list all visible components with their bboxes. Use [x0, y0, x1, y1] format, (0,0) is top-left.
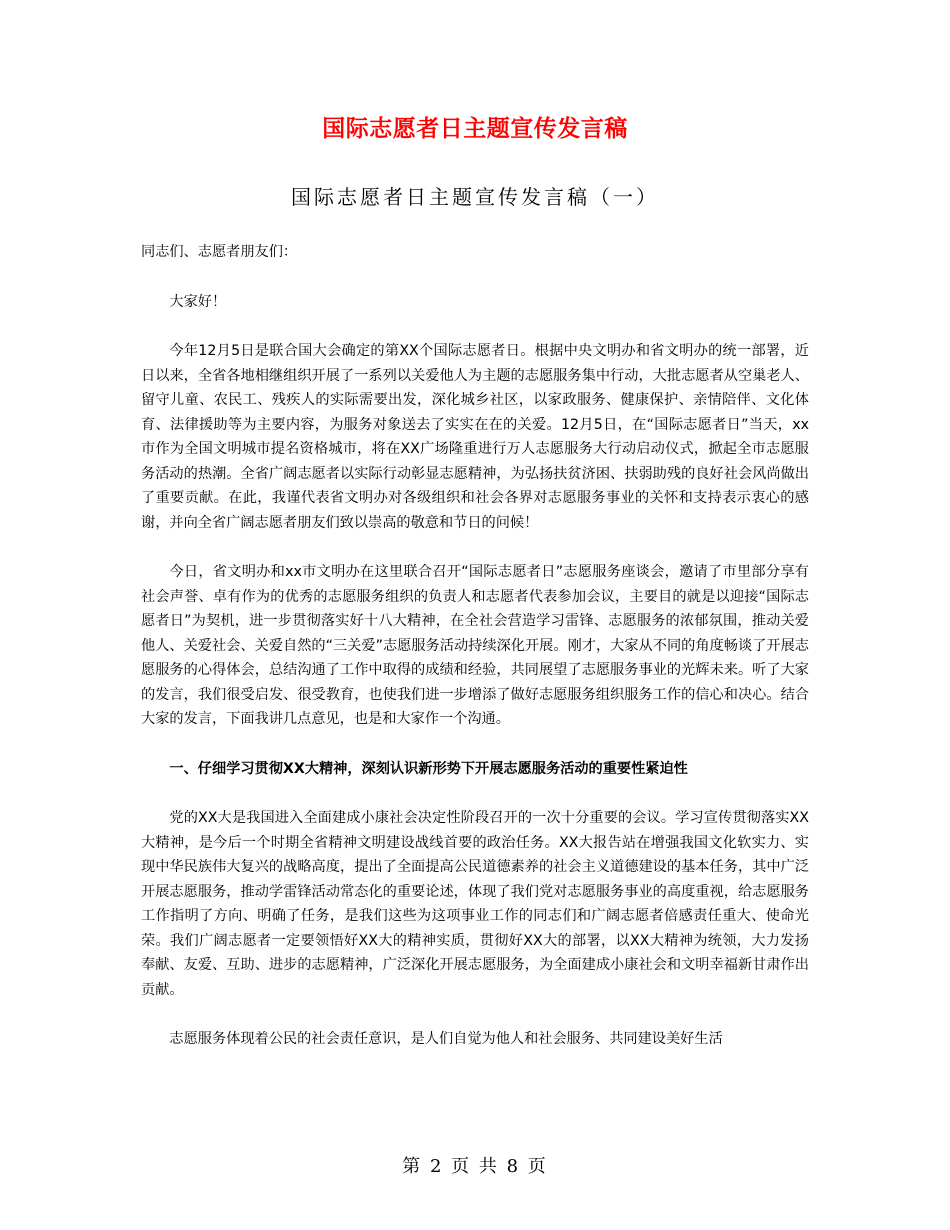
document-subtitle: 国际志愿者日主题宣传发言稿（一）	[291, 185, 659, 209]
salutation: 同志们、志愿者朋友们：	[141, 244, 298, 260]
section-heading: 一、仔细学习贯彻XX大精神，深刻认识新形势下开展志愿服务活动的重要性紧迫性	[169, 760, 688, 777]
page-number-footer: 第 2 页 共 8 页	[402, 1156, 548, 1177]
paragraph: 今年12月5日是联合国大会确定的第XX个国际志愿者日。根据中央文明办和省文明办的统一部署，近日以来，全省各地相继组织开展了一系列以关爱他人为主题的志愿服务集中行动，大批志愿者从空巢老人、留守儿童、农民工、残疾人的实际需要出发，深化城乡社区，以家政服务、健康保护、亲情陪伴、文化体育、法律援助等为主要内容，为服务对象送去了实实在在的关爱。12月5日，在“国际志愿者日”当天，xx市作为全国文明城市提名资格城市，将在XX广场隆重进行万人志愿服务大行动启动仪式，掀起全市志愿服务活动的热潮。全省广阔志愿者以实际行动彰显志愿精神，为弘扬扶贫济困、扶弱助残的良好社会风尚做出了重要贡献。在此，我谨代表省文明办对各级组织和社会各界对志愿服务事业的关怀和支持表示衷心的感谢，并向全省广阔志愿者朋友们致以崇高的敬意和节日的问候！	[141, 343, 809, 531]
greeting: 大家好！	[169, 293, 227, 310]
document-title: 国际志愿者日主题宣传发言稿	[322, 116, 628, 142]
paragraph: 党的XX大是我国进入全面建成小康社会决定性阶段召开的一次十分重要的会议。学习宣传贯彻落实XX大精神，是今后一个时期全省精神文明建设战线首要的政治任务。XX大报告站在增强我国文化软实力、实现中华民族伟大复兴的战略高度，提出了全面提高公民道德素养的社会主义道德建设的基本任务，其中广泛开展志愿服务，推动学雷锋活动常态化的重要论述，体现了我们党对志愿服务事业的高度重视，给志愿服务工作指明了方向、明确了任务，是我们这些为这项事业工作的同志们和广阔志愿者倍感责任重大、使命光荣。我们广阔志愿者一定要领悟好XX大的精神实质，贯彻好XX大的部署，以XX大精神为统领，大力发扬奉献、友爱、互助、进步的志愿精神，广泛深化开展志愿服务，为全面建成小康社会和文明幸福新甘肃作出贡献。	[141, 810, 809, 998]
document-body	[141, 240, 809, 1077]
paragraph: 志愿服务体现着公民的社会责任意识，是人们自觉为他人和社会服务、共同建设美好生活	[169, 1031, 723, 1047]
paragraph: 今日，省文明办和xx市文明办在这里联合召开“国际志愿者日”志愿服务座谈会，邀请了市里部分享有社会声誉、卓有作为的优秀的志愿服务组织的负责人和志愿者代表参加会议，主要目的就是以迎接“国际志愿者日”为契机，进一步贯彻落实好十八大精神，在全社会营造学习雷锋、志愿服务的浓郁氛围，推动关爱他人、关爱社会、关爱自然的“三关爱”志愿服务活动持续深化开展。刚才，大家从不同的角度畅谈了开展志愿服务的心得体会，总结沟通了工作中取得的成绩和经验，共同展望了志愿服务事业的光辉未来。听了大家的发言，我们很受启发、很受教育，也使我们进一步增添了做好志愿服务组织服务工作的信心和决心。结合大家的发言，下面我讲几点意见，也是和大家作一个沟通。	[141, 564, 809, 727]
